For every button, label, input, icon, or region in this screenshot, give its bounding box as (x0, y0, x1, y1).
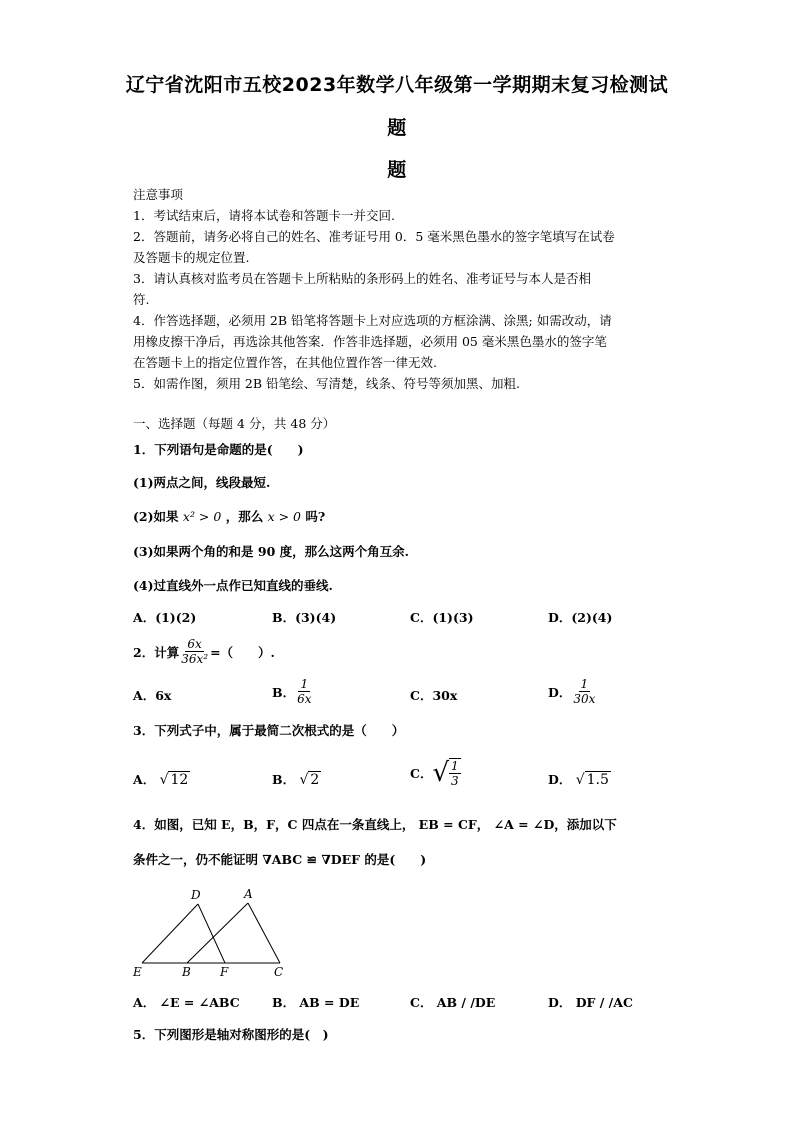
q2-fraction-denominator: 36x² (181, 652, 209, 666)
q4-stem-line-1: 4．如图，已知 E，B，F，C 四点在一条直线上， EB = CF， ∠A = ∠D，添加以下 (133, 817, 617, 832)
q3-option-d-radicand: 1.5 (586, 772, 609, 788)
q1-option-d: D．(2)(4) (548, 610, 613, 625)
q1-statement-1: (1)两点之间，线段最短. (133, 475, 271, 490)
point-label-b: B (182, 965, 191, 979)
q3-stem: 3．下列式子中，属于最简二次根式的是（ ） (133, 723, 405, 738)
point-label-f: F (220, 965, 229, 979)
q3-option-b-radicand: 2 (310, 772, 320, 788)
q3-option-b (272, 770, 321, 788)
q2-stem-pre: 2．计算 (133, 644, 180, 660)
q3-option-c (410, 758, 461, 788)
exam-title-line1: 辽宁省沈阳市五校2023年数学八年级第一学期期末复习检测试 (125, 74, 669, 96)
q4-option-c: C． AB / /DE (410, 995, 496, 1010)
q2-option-d-numerator: 1 (580, 677, 589, 691)
section-heading: 一、选择题（每题 4 分，共 48 分） (133, 416, 336, 431)
q2-option-b-label: B． (272, 684, 296, 700)
q2-option-a: A．6x (133, 688, 172, 703)
q3-option-a (133, 770, 190, 788)
q4-triangle-figure (130, 882, 300, 982)
q3-option-d-sqrt: √ 1.5 (575, 772, 609, 788)
exam-title-line3: 题 (387, 159, 407, 181)
q3-option-a-radicand: 12 (170, 772, 189, 788)
segment-ed (142, 904, 198, 963)
notice-line-6: 4．作答选择题，必须用 2B 铅笔将答题卡上对应选项的方框涂满、涂黑; 如需改动，请 (133, 313, 612, 328)
q1-statement-3: (3)如果两个角的和是 90 度，那么这两个角互余. (133, 544, 409, 559)
q1-option-a: A．(1)(2) (133, 610, 197, 625)
notice-line-9: 5．如需作图，须用 2B 铅笔绘、写清楚，线条、符号等须加黑、加粗. (133, 376, 521, 391)
q1-s2-math-2: x > 0 (267, 509, 301, 524)
q2-option-d-denominator: 30x (573, 692, 596, 706)
q3-option-a-label: A． (133, 772, 156, 787)
q2-option-b-fraction (295, 677, 313, 706)
notice-line-4: 3．请认真核对监考员在答题卡上所粘贴的条形码上的姓名、准考证号与本人是否相 (133, 271, 591, 286)
q4-option-d: D． DF / /AC (548, 995, 633, 1010)
segment-df (198, 904, 225, 963)
notice-heading: 注意事项 (133, 187, 184, 202)
q1-stem: 1．下列语句是命题的是( ) (133, 442, 304, 457)
q3-option-b-label: B． (272, 772, 296, 787)
q2-option-b-denominator: 6x (297, 692, 312, 706)
q3-option-c-label: C． (410, 766, 433, 781)
point-label-a: A (244, 887, 253, 901)
q1-s2-math-1: x² > 0 (182, 509, 222, 524)
notice-line-8: 在答题卡上的指定位置作答，在其他位置作答一律无效. (133, 355, 437, 370)
q2-option-b (272, 677, 313, 706)
notice-line-1: 1．考试结束后，请将本试卷和答题卡一并交回. (133, 208, 395, 223)
q1-s2-pre: (2)如果 (133, 509, 179, 524)
q2-option-d-fraction (571, 677, 597, 706)
q3-option-d-label: D． (548, 772, 572, 787)
q2-option-b-numerator: 1 (300, 677, 309, 691)
q3-option-c-denominator: 3 (451, 774, 459, 788)
exam-title-line2: 题 (387, 117, 407, 139)
q3-option-c-numerator: 1 (451, 759, 459, 773)
q1-s2-post: 吗? (305, 509, 326, 524)
notice-line-7: 用橡皮擦干净后，再选涂其他答案．作答非选择题，必须用 05 毫米黑色墨水的签字笔 (133, 334, 607, 349)
q2-stem-post: =（ ）. (210, 644, 275, 660)
segment-ac (248, 903, 280, 963)
point-label-c: C (274, 965, 284, 979)
q2-fraction-numerator: 6x (187, 637, 202, 651)
q3-option-c-fraction (449, 758, 461, 788)
point-label-d: D (191, 888, 201, 902)
q3-option-c-sqrt-sign: √ (432, 758, 450, 788)
notice-line-2: 2．答题前，请务必将自己的姓名、准考证号用 0．5 毫米黑色墨水的签字笔填写在试卷 (133, 229, 615, 244)
q1-s2-mid: ，那么 (225, 509, 264, 524)
notice-line-5: 符. (133, 292, 150, 307)
q3-option-b-sqrt: √ 2 (299, 772, 320, 788)
q4-stem-line-2: 条件之一，仍不能证明 ∇ABC ≌ ∇DEF 的是( ) (133, 852, 427, 867)
q3-option-d (548, 770, 611, 788)
q2-option-d-label: D． (548, 684, 572, 700)
q2-stem (133, 637, 275, 666)
q1-statement-2 (133, 508, 663, 526)
segment-ba (187, 903, 248, 963)
q4-option-a: A． ∠E = ∠ABC (133, 995, 240, 1010)
q1-option-b: B．(3)(4) (272, 610, 337, 625)
q1-option-c: C．(1)(3) (410, 610, 474, 625)
q2-option-d (548, 677, 597, 706)
q2-option-c: C．30x (410, 688, 458, 703)
q1-statement-4: (4)过直线外一点作已知直线的垂线. (133, 578, 333, 593)
notice-line-3: 及答题卡的规定位置. (133, 250, 250, 265)
q4-option-b: B． AB = DE (272, 995, 360, 1010)
q3-option-a-sqrt: √ 12 (159, 772, 189, 788)
point-label-e: E (133, 965, 142, 979)
q2-fraction (179, 637, 210, 666)
q5-stem: 5．下列图形是轴对称图形的是( ) (133, 1027, 329, 1042)
